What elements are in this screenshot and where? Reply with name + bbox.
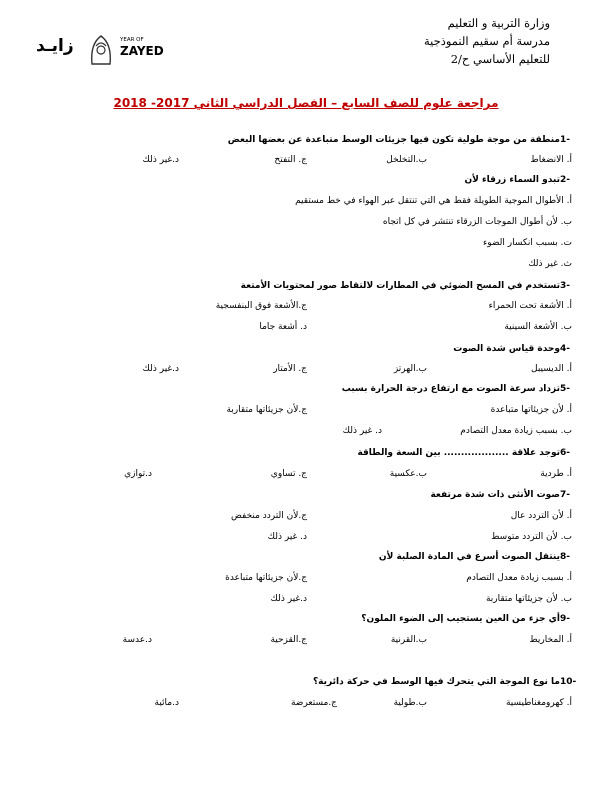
option: ب. لأن التردد متوسط xyxy=(491,532,572,542)
option: أ. بسبب زيادة معدل التصادم xyxy=(466,573,572,583)
year-of-zayed-logo xyxy=(36,30,168,66)
option: ج. الأمتار xyxy=(273,364,307,374)
option: د. أشعة جاما xyxy=(259,322,307,332)
portrait-icon xyxy=(86,30,116,66)
option: أ. كهرومغناطيسية xyxy=(505,698,572,708)
option: أ. الأشعة تحت الحمراء xyxy=(488,301,572,311)
question-number: -1 xyxy=(560,135,571,145)
option: أ. لأن جزيئاتها متباعدة xyxy=(490,405,572,415)
question-number: -7 xyxy=(560,490,571,500)
question-number: -2 xyxy=(560,175,571,185)
option: ب.عكسية xyxy=(389,469,427,479)
question-text: ينتقل الصوت أسرع في المادة الصلبة لأن xyxy=(378,552,560,562)
option: ب. الأشعة السينية xyxy=(504,322,572,332)
option: أ. المخاريط xyxy=(529,635,572,645)
question-text: منطقة من موجة طولية تكون فيها جزيئات الوسط متباعدة عن بعضها البعض xyxy=(227,135,560,145)
option: ب. لأن أطوال الموجات الزرقاء تنتشر في كل اتجاه xyxy=(382,217,572,227)
question-number: -4 xyxy=(560,344,571,354)
option: ت. بسبب انكسار الضوء xyxy=(482,238,572,248)
option: ج.القزحية xyxy=(270,635,307,645)
option: ب.القرنية xyxy=(390,635,427,645)
option: ب.الهرتز xyxy=(393,364,427,374)
option: أ. الأطوال الموجية الطويلة فقط هي التي تنتقل عبر الهواء في خط مستقيم xyxy=(295,196,572,206)
question-text: ما نوع الموجة التي يتحرك فيها الوسط في حركة دائرية؟ xyxy=(312,677,560,687)
option: ب. بسبب زيادة معدل التصادم xyxy=(460,426,572,436)
option: ج.لأن جزيئاتها متقاربة xyxy=(226,405,307,415)
question-text: أي جزء من العين يستجيب إلى الضوء الملون؟ xyxy=(361,614,560,624)
question-text: تبدو السماء زرقاء لأن xyxy=(464,175,560,185)
school-name: مدرسة أم سقيم النموذجية xyxy=(423,34,550,48)
logo-arabic-text: زايـد xyxy=(36,36,74,56)
option: ج.الأشعة فوق البنفسجية xyxy=(215,301,307,311)
option: ج.مستعرضة xyxy=(290,698,337,708)
question-7 xyxy=(430,490,582,500)
question-text: صوت الأنثى ذات شدة مرتفعة xyxy=(430,490,560,500)
option: د. غير ذلك xyxy=(342,426,382,436)
question-4 xyxy=(453,344,582,354)
question-6 xyxy=(357,448,582,458)
option: ج. تساوي xyxy=(270,469,307,479)
option: ج. التفتح xyxy=(274,155,307,165)
option: أ. لأن التردد عال xyxy=(510,511,572,521)
option: ب.طولية xyxy=(393,698,427,708)
question-text: تزداد سرعة الصوت مع ارتفاع درجة الحرارة بسبب xyxy=(341,384,560,394)
question-number: -8 xyxy=(560,552,571,562)
page-title: مراجعة علوم للصف السابع – الفصل الدراسي الثاني 2017- 2018 xyxy=(113,96,499,110)
option: ث. غير ذلك xyxy=(528,259,572,269)
logo-zayed: ZAYED xyxy=(120,44,164,58)
option: د.غير ذلك xyxy=(270,594,307,604)
option: أ. طردية xyxy=(540,469,572,479)
option: ب.التخلخل xyxy=(386,155,427,165)
question-number: -3 xyxy=(560,281,571,291)
option: د.غير ذلك xyxy=(142,155,179,165)
option: أ. الديسيبل xyxy=(531,364,572,374)
option: ج.لأن التردد منخفض xyxy=(231,511,307,521)
option: د.عدسة xyxy=(122,635,152,645)
question-number: -10 xyxy=(560,677,577,687)
option: ج.لأن جزيئاتها متباعدة xyxy=(225,573,307,583)
logo-year-of: YEAR OF xyxy=(120,37,144,43)
option: د.مائية xyxy=(154,698,179,708)
question-1 xyxy=(228,135,582,145)
option: ب. لأن جزيئاتها متقاربة xyxy=(485,594,572,604)
question-number: -5 xyxy=(560,384,571,394)
question-10 xyxy=(313,677,582,687)
question-5 xyxy=(342,384,582,394)
option: د.غير ذلك xyxy=(142,364,179,374)
question-9 xyxy=(361,614,582,624)
option: د. غير ذلك xyxy=(267,532,307,542)
question-text: توجد علاقة ................... بين السعة والطاقة xyxy=(357,448,560,458)
option: د.توازي xyxy=(124,469,152,479)
question-8 xyxy=(379,552,582,562)
option: أ. الانضغاط xyxy=(530,155,572,165)
ministry-name: وزارة التربية و التعليم xyxy=(447,16,550,30)
question-text: وحدة قياس شدة الصوت xyxy=(453,344,560,354)
question-2 xyxy=(464,175,582,185)
question-number: -6 xyxy=(560,448,571,458)
question-text: تستخدم في المسح الضوئي في المطارات لالتقاط صور لمحتويات الأمتعة xyxy=(240,281,560,291)
question-number: -9 xyxy=(560,614,571,624)
school-level: للتعليم الأساسي ح/2 xyxy=(450,52,550,66)
question-3 xyxy=(241,281,582,291)
